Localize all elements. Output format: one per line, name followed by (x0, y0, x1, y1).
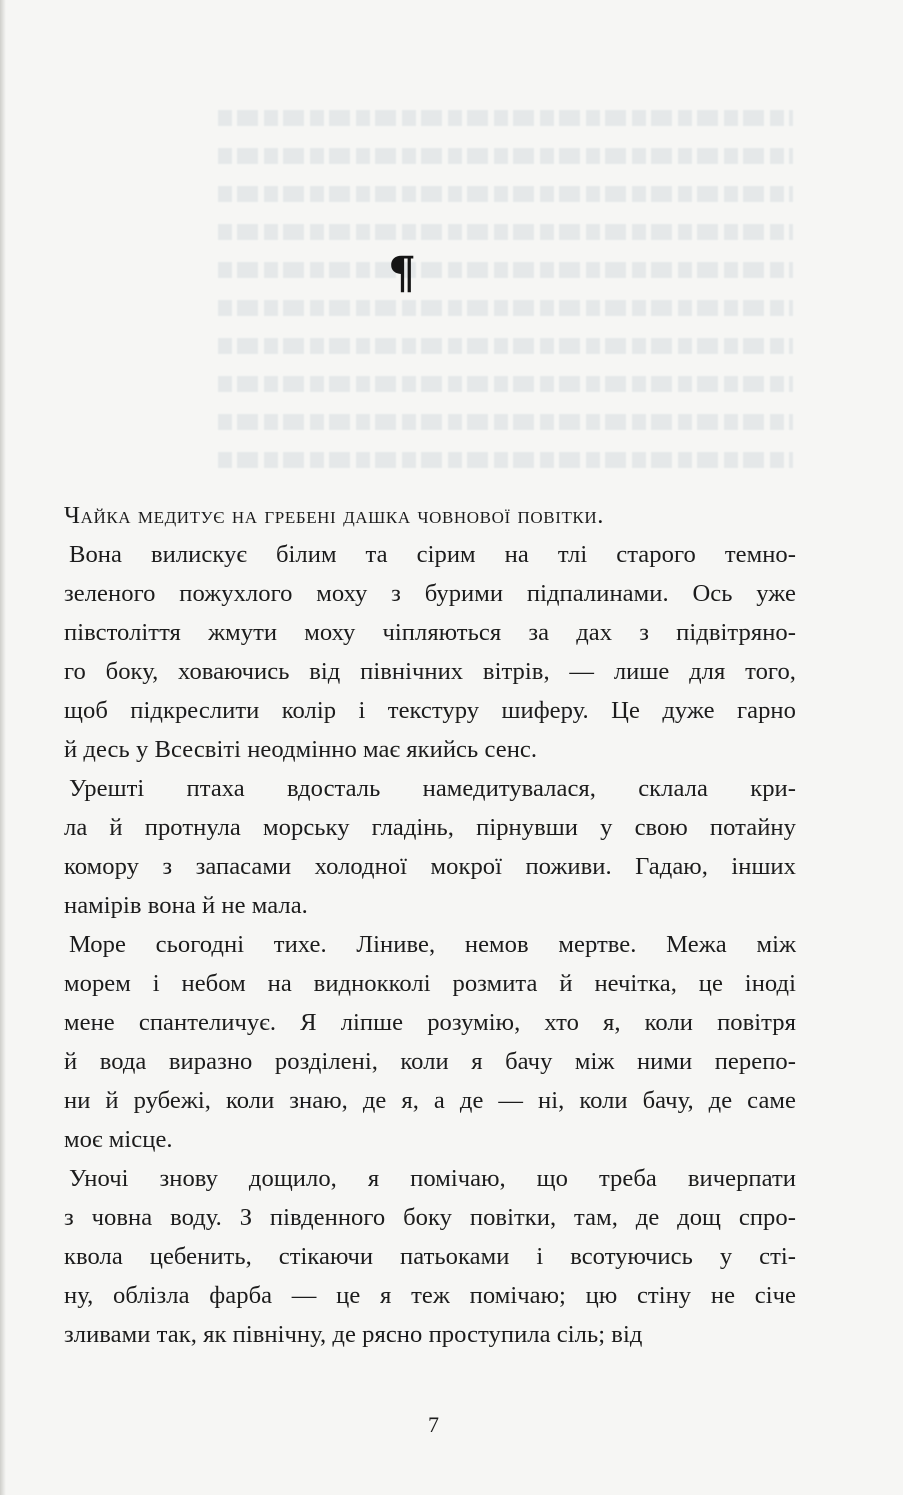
text-line: морем і небом на виднокколі розмита й нечітка, це іноді (64, 970, 796, 997)
text-line: Вона вилискує білим та сірим на тлі старого темно- (69, 541, 796, 568)
text-line: ни й рубежі, коли знаю, де я, а де — ні, коли бачу, де саме (64, 1087, 796, 1114)
text-line: й вода виразно розділені, коли я бачу між ними перепо- (64, 1048, 796, 1075)
scan-edge-shadow (0, 0, 6, 1495)
text-line: моє місце. (64, 1126, 173, 1153)
page-number (0, 1412, 903, 1438)
text-line: й десь у Всесвіті неодмінно має якийсь сенс. (64, 736, 538, 763)
text-line: комору з запасами холодної мокрої поживи. Гадаю, інших (64, 853, 796, 880)
reverse-side-show-through (218, 110, 793, 510)
paragraph (64, 535, 796, 769)
text-line: ну, облізла фарба — це я теж помічаю; цю стіну не січе (64, 1282, 796, 1309)
text-line: щоб підкреслити колір і текстуру шиферу. Це дуже гарно (64, 697, 796, 724)
text-line: Урешті птаха вдосталь намедитувалася, склала кри- (69, 775, 796, 802)
text-line: Уночі знову дощило, я помічаю, що треба вичерпати (69, 1165, 796, 1192)
body-text (64, 496, 796, 1354)
paragraph (64, 496, 796, 535)
pilcrow-ornament: ¶ (388, 248, 416, 299)
text-line: зеленого пожухлого моху з бурими підпалинами. Ось уже (64, 580, 796, 607)
text-line: ла й протнула морську гладінь, пірнувши у свою потайну (64, 814, 796, 841)
text-line: квола цебенить, стікаючи патьоками і всотуючись у сті- (64, 1243, 796, 1270)
page-number-label: 7 (428, 1412, 439, 1437)
text-line: го боку, ховаючись від північних вітрів, — лише для того, (64, 658, 796, 685)
text-line: Море сьогодні тихе. Ліниве, немов мертве. Межа між (69, 931, 796, 958)
text-line: мене спантеличує. Я ліпше розумію, хто я, коли повітря (64, 1009, 796, 1036)
text-line: намірів вона й не мала. (64, 892, 308, 919)
text-line: з човна воду. З південного боку повітки, там, де дощ спро- (64, 1204, 796, 1231)
paragraph (64, 1159, 796, 1354)
text-line: Чайка медитує на гребені дашка човнової повітки. (64, 502, 604, 529)
paragraph (64, 769, 796, 925)
text-line: півстоліття жмути моху чіпляються за дах з підвітряно- (64, 619, 796, 646)
paragraph (64, 925, 796, 1159)
text-line: зливами так, як північну, де рясно проступила сіль; від (64, 1321, 643, 1348)
